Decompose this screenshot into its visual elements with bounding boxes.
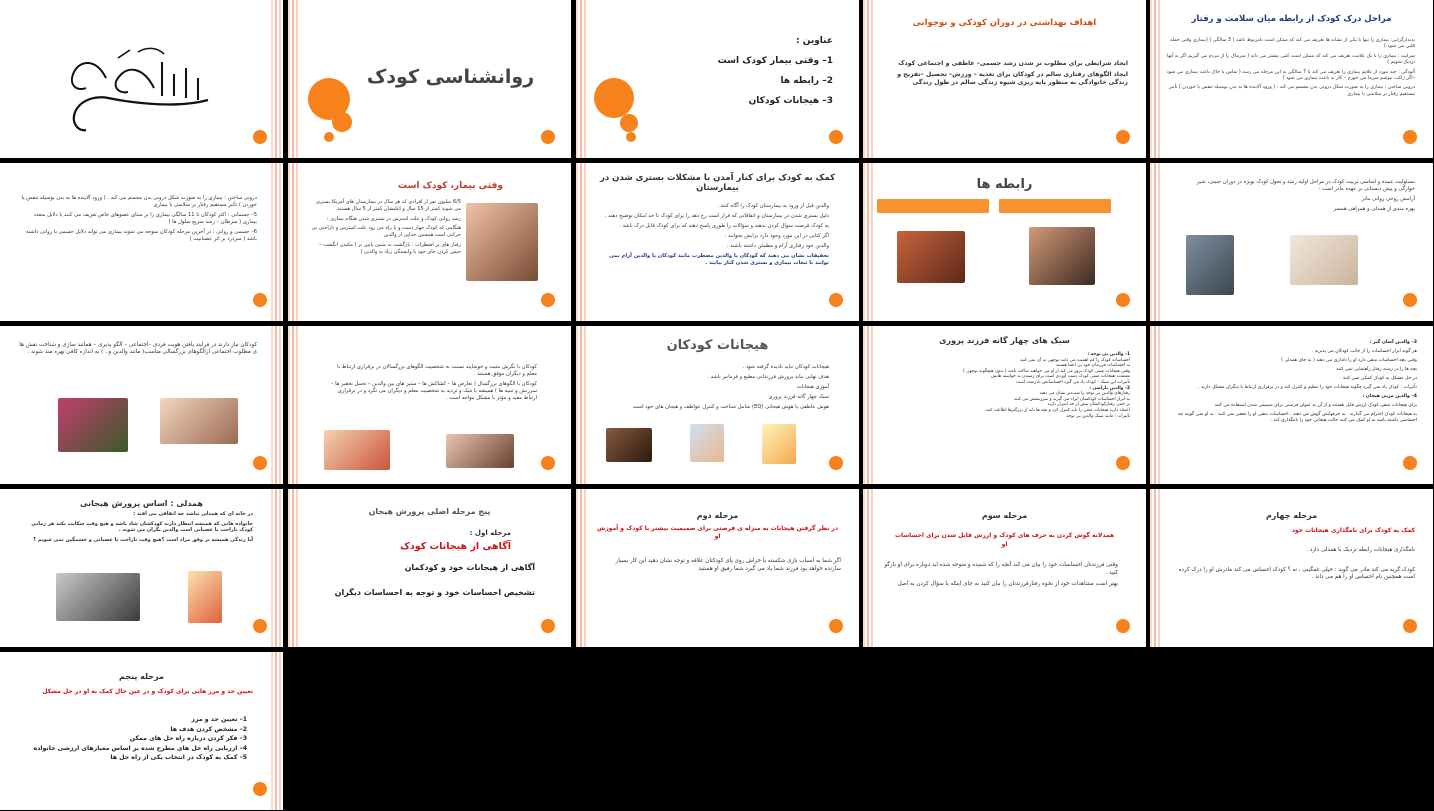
paragraph: تأثیرات این سبک : کودک یاد می گیرد احساساتش نادرست است [1016,379,1130,385]
slide-list [718,36,833,116]
slide-body [18,195,257,246]
paragraph: هنگامی که کودک چهار دست و پا راه می رود علت استرس و ناراحتی بی حرکتی است همچنین جدایی از والدین [311,225,461,239]
slide-dot [253,619,267,633]
slide-title: پنج مرحله اصلی پرورش هیجان [368,507,491,516]
slide-dot [1116,619,1130,633]
slide-title: روانشناسی کودک [366,66,535,88]
paragraph: اگر کتابی در این مورد وجود دارد برایش بخوانند . [724,233,829,239]
slide-dot [253,456,267,470]
slide-body [883,561,1118,591]
slide-3[interactable] [576,0,859,158]
paragraph: سبک چهار گانه فرزند پروری [768,394,829,400]
paragraph: در خانه ای که همدلی نباشد چه اتفاقی می افتد : [133,511,253,517]
mother-photo [1186,235,1234,295]
paragraph: بر خنثی رفتارکودکشان بیش از حد اصرار دارند [1047,402,1130,408]
emphasis-text: آگاهی از هیجانات کودک [400,541,511,552]
slide-dot [541,293,555,307]
slide-body [1170,547,1415,585]
list-item: 5– کمک به کودک در انتخاب یکی از راه حل ها [110,754,247,762]
slide-6[interactable] [0,163,283,321]
slide-title: سبک های چهار گانه فرزند پروری [939,336,1070,345]
slide-list [28,716,247,763]
slide-dot [1116,456,1130,470]
slide-dot [253,782,267,796]
paragraph: نامگذاری هیجانات رابطه نزدیک با همدلی دارد . [1306,547,1415,553]
paragraph: احساسات کودک را کم اهمیت می دانند توجهی به آن نمی کنند [1019,357,1130,363]
decorative-stripe [271,489,283,647]
emphasis-text: همدلانه گوش کردن به حرف های کودک و ارزش قایل شدن برای احساسات او [894,532,1115,548]
slide-dot [1403,293,1417,307]
decorative-circle [594,78,634,118]
decorative-stripe [288,489,300,647]
paragraph: 2– والدین ناراضی : [1089,385,1130,391]
paragraph: مسئولیت عمده و اساسی تربیت کودک در مراحل اولیه رشد و تحول کودک بویژه در دوران جنینی، شیر خوارگی و پیش دبستانی بر عهده مادر است : [1196,179,1415,192]
paragraph: آیا زندگی همیشه بر وفق مراد است ؟هیچ وقت ناراحت یا عصبانی و خشمگین نمی شویم ؟ [33,536,253,543]
slide-dot [1116,293,1130,307]
slide-body [879,352,1130,419]
slide-10[interactable] [1150,163,1433,321]
decorative-stripe [863,0,875,158]
decorative-stripe [863,163,875,321]
slide-title: همدلی : اساس پرورش هیجانی [80,499,203,508]
slide-2[interactable] [288,0,571,158]
paragraph: در حل مشکل به کودک کمکی نمی کنند . [1339,376,1417,381]
slide-dot [1403,456,1417,470]
father-son-photo [160,398,238,444]
paragraph: اعتقاد دارند هیجانات منفی را باید کنترل کرد و بچه ها باید از بزرگترها اطاعت کنند [985,407,1130,413]
slide-4[interactable] [863,0,1146,158]
decorative-stripe [576,326,588,484]
paragraph: کودکان با الگوهای بزرگسال ( تعارض ها – کشاکش ها – ستیز های بین والدین – تحمل تحقیر ها – سرزنش و تنبیه ها ) همیشه با شک و تردید به شخصیت معلم و دیگران می نگرد و در برقراری ارتباط مفید و مؤثر با مشکل مواجه است . [330,381,537,401]
decorative-stripe [288,326,300,484]
slide-dot [829,456,843,470]
sick-child-photo [466,203,538,281]
list-item: 2– مشخص کردن هدف ها [170,725,247,733]
slide-title: مرحله دوم [696,511,739,520]
slide-dot [829,130,843,144]
slide-body [604,364,829,414]
slide-title: مرحله چهارم [1265,511,1318,520]
paragraph: کودکان نیاز دارند در فرایند یافتن هویت فردی –اجتماعی – الگو پذیری – همانند سازی و شناخت نقش ها ی مطلوب اجتماعی ازالگوهای بزرگسالی مناسب( مانند والدین و.. ) به اندازه کافی بهره مند شوند . [19,342,257,356]
paragraph: اگر شما به اسباب بازی شکسته یا خراش روی پای کودکتان علاقه و توجه نشان دهید این کار بسیار سازنده خواهد بود فرزند شما یاد می گیرد شما رفیق او هستید [615,558,841,572]
paragraph: به ابراز احساسات کودکشان ایراد می گیرند و سرزنشش می کنند [1014,396,1130,402]
child-painting-photo [58,398,128,452]
paragraph: بچه ها را در زمینه رفتار راهنمایی نمی کنند [1336,367,1417,372]
slide-emphasis [594,525,841,544]
decorative-stripe [271,326,283,484]
father-baby-photo [1029,227,1095,285]
paragraph: 4– والدین مربی هیجان : [1362,394,1417,399]
flower-photo [1290,235,1358,285]
paragraph: 6– جسمی و روانی : در آخرین مرحله کودکان متوجه می شوند بیماری می تواند دلایل جسمی یا روانی داشته باشد ( سردرد بر اثر عصبانیت ) [25,229,257,242]
slide-7[interactable] [288,163,571,321]
slide-title: مرحله پنجم [119,672,164,681]
slide-body [310,199,461,259]
slide-1[interactable] [0,0,283,158]
slide-emphasis [893,531,1116,552]
slide-8[interactable] [576,163,859,321]
slide-20[interactable] [1150,489,1433,647]
slide-dot [1403,619,1417,633]
decorative-stripe [288,0,300,158]
decorative-circle [324,132,334,142]
paragraph: ایجاد شرایطی برای مطلوب تر شدن رشد جسمی– عاطفی و اجتماعی کودک [898,60,1128,67]
decorative-stripe [1150,326,1162,484]
paragraph: بهره مندی از همدلی و همراهی همسر [1333,206,1415,212]
paragraph: رفتارهای والدین بی توجه را شدیدتر نشان می دهند [1039,391,1130,397]
slide-15[interactable] [1150,326,1433,484]
paragraph: هیجانات کودکان نباید نادیده گرفته شود . [742,364,829,370]
paragraph: 5– جسمانی : اکثر کودکان تا 11 سالگی بیماری را بر مبنای عضوهای خاص تعریف می کنند یا دلایل متعدد بیماری ( سرطان – رشد سریع سلول ها ) [33,212,257,225]
slide-dot [541,619,555,633]
list-item: 1– تعیین حد و مرز [191,716,247,723]
paragraph: به هیجانات کودک احترام می گذارند . به حرفهایش گوش می دهند . احساسات منفی او را تحقیر نمی کنند . به او نمی گویند چه احساسی داشته باشد به او کمک می کنند حالت هیجانی خود را نامگذاری کند . [1177,412,1417,423]
decorative-stripe [271,163,283,321]
decorative-stripe [1150,489,1162,647]
decorative-circle [620,114,638,132]
list-item: تشخیص احساسات خود و توجه به احساسات دیگران [334,588,535,597]
arguing-couple-drawing [324,430,390,470]
slide-dot [253,130,267,144]
slide-dot [829,619,843,633]
list-item: 3– فکر کردن درباره راه حل های ممکن [129,735,247,743]
header-bar [877,199,989,213]
paragraph: 6/5 میلیون نفر از افرادی که هر سال در بیمارستان های آمریکا بستری می شوند کمتر از 15 سال و اغلبشان کمتر از 5 سال هستند. [316,199,461,212]
slide-dot [1116,130,1130,144]
paragraph: به احساسات فرزندان خود بی اعتنا هستند [1055,363,1130,369]
angry-child-drawing [762,424,796,464]
paragraph: وقتی فرزندتان احساسات خود را بیان می کند آنچه را که شنیده و متوجه شده اید دوباره برای او بازگو کنید . [884,562,1118,576]
decorative-stripe [576,163,588,321]
paragraph: به کودک فرصت سوال کردن بدهند و سؤالات را طوری پاسخ دهند که برای کودک قابل درک باشد . [619,223,829,229]
paragraph: رشد روانی کودک و علت استرس در بستری شدن هنگام بیماری : [326,215,461,222]
slide-body [328,364,537,405]
slide-dot [541,130,555,144]
header-bar [999,199,1111,213]
emphasis-text: کمک به کودک برای نامگذاری هیجانات خود [1291,527,1415,534]
paragraph: بهتر است مشاهدات خود از نحوه رفتارفرزندتان را بیان کنید به جای اینکه با سؤال کردن به اصل [897,581,1118,587]
emphasis-text: در نظر گرفتن هیجانات به منزله ی فرصتی برای صمیمیت بیشتر با کودک و آموزش او [596,525,839,540]
paragraph: آلودگی : چند مورد از علایم بیماری را تعریف می کند تا 7 سالگی به این مرحله می رسد ( تماس با خاک باعث بیماری می شود –اگر ژاکت نپوشم سرما می خورم – کار بد باعث بیماری می شود ) [1166,69,1415,82]
paragraph: ایجاد الگوهای رفتاری سالم در کودکان برای تغذیه – ورزش– تحصیل –تفریح و زندگی خانوادگی به منظور پایه ریزی شیوه زندگی سالم در طول زندگی [897,71,1128,86]
paragraph: هوش عاطفی یا هوش هیجانی (EQ) شامل شناخت و کنترل عواطف و هیجان های خود است [632,404,829,410]
paragraph: خانواده هایی که همیشه انتظار دارند کودکشان شاد باشد و هیچ وقت شکایت نکند هر زمانی کودک ناراحت یا عصبانی است والدین نگران می شوند . [31,520,253,534]
list-item: 4– ارزیابی راه حل های مطرح شده بر اساس معیارهای ارزشی خانواده [33,744,247,752]
crying-child-photo [56,573,140,621]
paragraph: والدین قبل از ورود به بیمارستان کودک را آگاه کنند . [717,203,829,209]
paragraph: کودک گریه می کند مادر می گوید : خیلی غمگینی ، نه ؟ کودک احساس می کند مادرش او را درک کرده است همچنین نام احساس او را هم می داند . [1178,566,1415,581]
slide-title: اهداف بهداشتی در دوران کودکی و نوجوانی [912,18,1097,28]
slide-body [16,342,257,360]
decorative-stripe [271,652,283,810]
list-item: 3– هیجانات کودکان [748,96,833,106]
decorative-stripe [1150,163,1162,321]
paragraph: آموزی هیجانات [796,384,829,390]
boy-drawing [188,571,222,623]
paragraph: تحقیقات نشان می دهند که کودکان یا والدین مضطرب مانند کودکان یا والدین آرام نمی توانند با تبعات بیماری و بستری شدن کنار بیایند . [609,253,829,266]
list-item: آگاهی از هیجانات خود و کودکمان [404,563,535,572]
decorative-stripe [863,326,875,484]
paragraph: وقتی هیجانات منفی کودک بروز می کند از او می خواهند ساکت باشد ( بدون هیچگونه توجهی ) [963,368,1130,374]
slide-body [1166,340,1417,427]
decorative-stripe [288,163,300,321]
slide-19[interactable] [863,489,1146,647]
list-item: 2– رابطه ها [780,76,833,86]
paragraph: سرایت : بیماری را با یک علامت تعریف می کند که ممکن است کمی بیشتر می داند ( سرماک را از مردم می گیریم اگر به آنها نزدیک شویم ) [1166,53,1415,66]
paragraph: دلیل بستری شدن در بیمارستان و اتفاقاتی که قرار است رخ دهد را برای کودک تا حد امکان توضیح دهند . [604,213,829,219]
mother-daughter-photo [446,434,514,468]
slide-18[interactable] [576,489,859,647]
list-item: 1– وقتی بیمار کودک است [717,56,833,66]
slide-11[interactable] [0,326,283,484]
slide-dot [253,293,267,307]
decorative-stripe [576,0,588,158]
paragraph: 1– والدین بی توجه : [1087,352,1130,357]
paragraph: تأثیرات : مانند سبک والدین بی توجه [1066,413,1130,419]
slide-13[interactable] [576,326,859,484]
slide-body [612,557,841,576]
decorative-circle [332,112,352,132]
slide-body [1180,179,1415,216]
slide-body [28,511,253,546]
slide-17[interactable] [288,489,571,647]
paragraph: پدیدارگرایی: بیماری را تنها با یکی از نشانه ها تعریف می کند که ممکن است نامربوط باشد ( 3 سالگی ) (بیماری وقتی حمله قلبی می شود ) [1169,38,1415,50]
calligraphy-image [58,38,220,136]
paragraph: درونی ساختن : بیماری را به صورت شکل درونی بدن مجسم می کند . ( ورود آلاینده ها به بدن بوسیله تنفس یا خوردن ) تأثیر مستقیم رفتار بر سلامتی یا بیماری [1169,85,1415,97]
slide-title: مراحل درک کودک از رابطه میان سلامت و رفتار [1191,14,1392,24]
slide-list [335,563,535,607]
list-heading: عناوین : [795,36,833,46]
slide-emphasis [20,688,253,699]
paragraph: تأثیرات : کودک یاد نمی گیرد چگونه هیجانات خود را تنظیم و کنترل کند و در برقراری ارتباط با دیگران مشکل دارند . [1198,385,1417,390]
slide-dot [541,456,555,470]
decorative-circle [626,132,636,142]
slide-body [881,60,1128,90]
paragraph: هدف نهایی نباید پرورش فرزندانی مطیع و فرمانبر باشد . [707,374,829,380]
paragraph: معتقدند هیجانات منفی کودک دست آوردی است برای رسیدن به خواسته هایش [990,374,1130,380]
paragraph: هر گونه ابراز احساسات را از جانب کودکان می پذیرند . [1311,349,1417,354]
paragraph: کودکان با نگرش مثبت و خوشایند نسبت به شخصیت الگوهای بزرگسالان در برقراری ارتباط با معلم و دیگران موفق هستند . [337,364,537,377]
paragraph: برای هیجانات منفی کودک ارزش قایل هستند و از آن به عنوان فرصتی برای صمیمی شدن استفاده می کنند [1214,403,1417,408]
decorative-stripe [271,0,283,158]
decorative-stripe [576,489,588,647]
slide-body [596,203,829,270]
sad-child-drawing [690,424,724,462]
slide-9[interactable] [863,163,1146,321]
slide-title: مرحله سوم [981,511,1028,520]
emphasis-text: تعیین حد و مرز هایی برای کودک و در عین حال کمک به او در حل مشکل [42,688,253,695]
slide-dot [1403,130,1417,144]
slide-title: رابطه ها [976,177,1033,192]
family-photo [897,231,965,283]
paragraph: آرامش روحی روانی مادر [1361,196,1415,202]
slide-21[interactable] [0,652,283,810]
paragraph: 3– والدین آسان گیر : [1369,340,1417,345]
slide-body [1166,38,1415,101]
paragraph: والدین خود رفتاری آرام و مطمئن داشته باشند . [726,243,829,249]
slide-emphasis [1170,527,1415,538]
paragraph: وقتی بچه احساسات منفی دارد او را دلداری می دهند ( به جای همدلی ) [1281,358,1417,363]
slide-dot [829,293,843,307]
slide-subtitle: مرحله اول : [469,529,511,537]
paragraph: درونی ساختن : بیماری را به صورت شکل درونی بدن مجسم می کند . ( ورود آلاینده ها به بدن بوسیله تنفس یا خوردن ) تأثیر مستقیم رفتار بر سلامتی یا بیماری [21,195,257,208]
slide-5[interactable] [1150,0,1433,158]
decorative-stripe [1150,0,1162,158]
slide-title: هیجانات کودکان [666,338,769,353]
slide-16[interactable] [0,489,283,647]
slide-title: وقتی بیمار، کودک است [398,181,503,191]
decorative-stripe [863,489,875,647]
paragraph: رفتار های پر اضطراب : بازگشت به سنین پایین تر ( مکیدن انگشت – خیس کردن جای خود یا وابستگی زیاد به والدین ) [319,241,461,255]
slide-title: کمک به کودک برای کنار آمدن با مشکلات بستری شدن در بیمارستان [599,173,836,193]
slide-14[interactable] [863,326,1146,484]
slide-12[interactable] [288,326,571,484]
child-face-photo [606,428,652,462]
